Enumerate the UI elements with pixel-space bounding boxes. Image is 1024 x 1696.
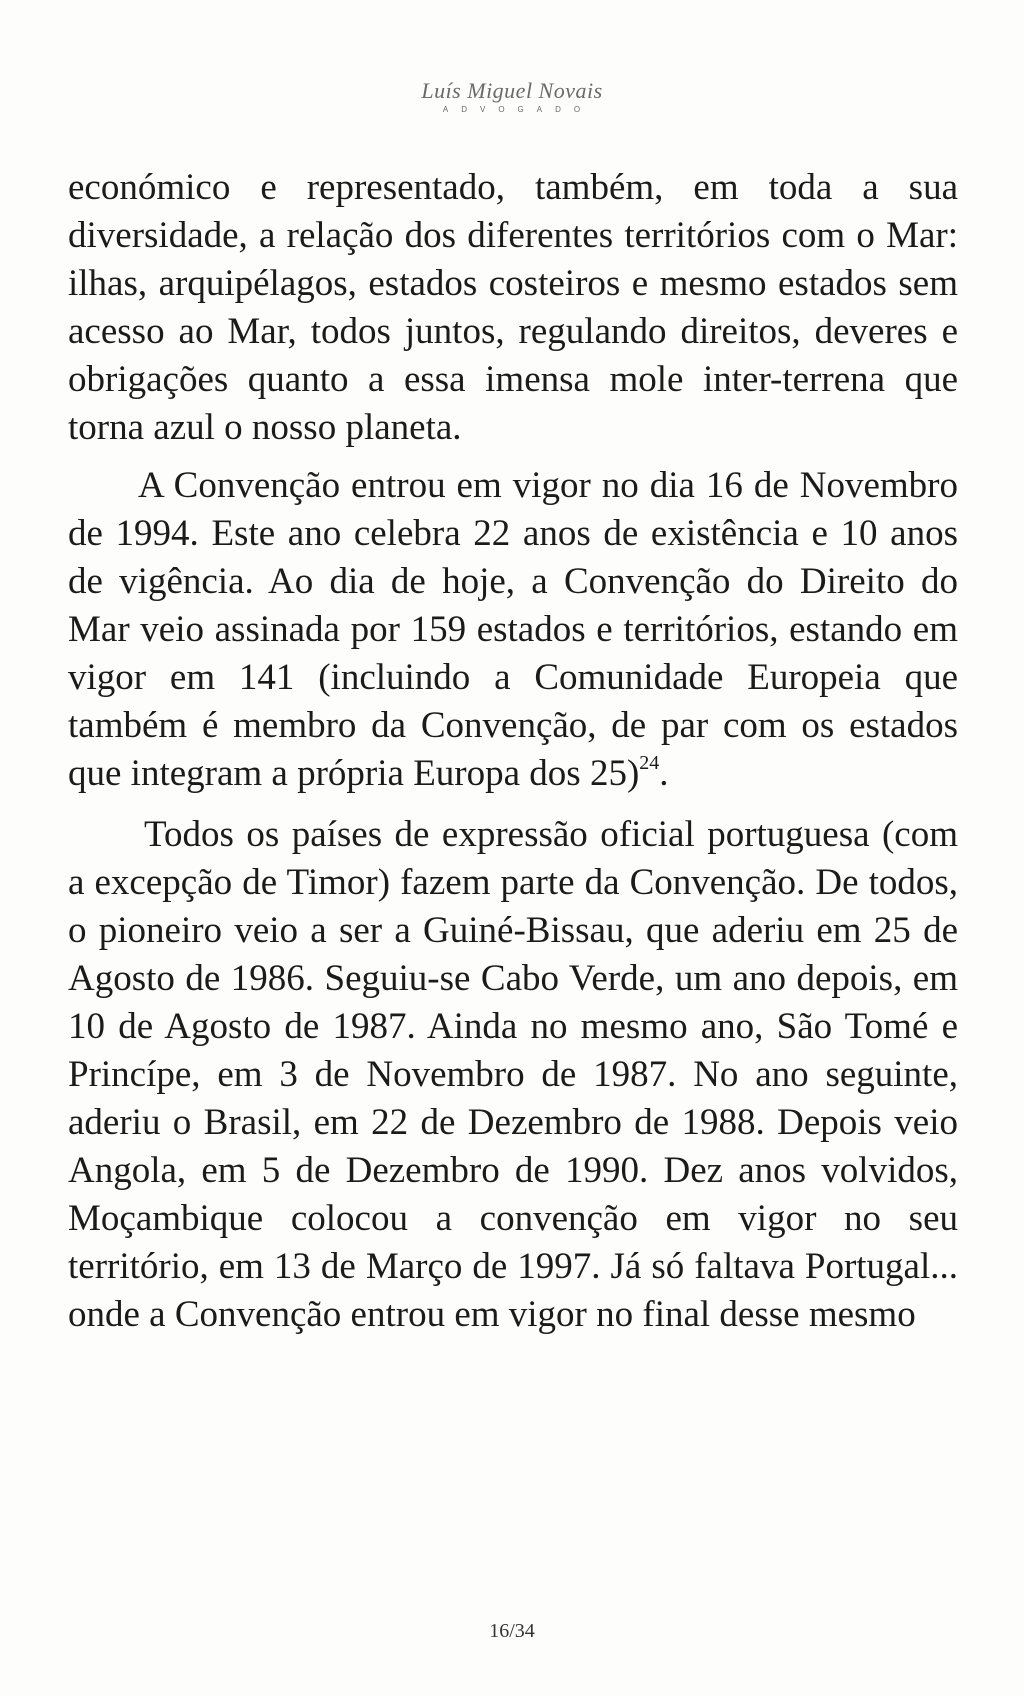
letterhead — [0, 78, 1024, 116]
paragraph-1: económico e representado, também, em toda a sua diversidade, a relação dos diferentes territórios com o Mar: ilhas, arquipélagos, estados costeiros e mesmo estados sem acesso ao Mar, todos juntos, regulando direitos, deveres e obrigações quanto a essa imensa mole inter-terrena que torna azul o nosso planeta. — [68, 167, 958, 448]
paragraph-2 — [68, 462, 958, 798]
body-text — [68, 164, 958, 1339]
letterhead-title: ADVOGADO — [442, 105, 594, 114]
paragraph-3: Todos os países de expressão oficial portuguesa (com a excepção de Timor) fazem parte da Convenção. De todos, o pioneiro veio a ser a Guiné-Bissau, que aderiu em 25 de Agosto de 1986. Seguiu-se Cabo Verde, um ano depois, em 10 de Agosto de 1987. Ainda no mesmo ano, São Tomé e Princípe, em 3 de Novembro de 1987. No ano seguinte, aderiu o Brasil, em 22 de Dezembro de 1988. Depois veio Angola, em 5 de Dezembro de 1990. Dez anos volvidos, Moçambique colocou a convenção em vigor no seu território, em 13 de Março de 1997. Já só faltava Portugal... onde a Convenção entrou em vigor no final desse mesmo — [68, 814, 958, 1335]
paragraph-2-text: A Convenção entrou em vigor no dia 16 de Novembro de 1994. Este ano celebra 22 anos de existência e 10 anos de vigência. Ao dia de hoje, a Convenção do Direito do Mar veio assinada por 159 estados e territórios, estando em vigor em 141 (incluindo a Comunidade Europeia que também é membro da Convenção, de par com os estados que integram a própria Europa dos 25) — [68, 465, 958, 794]
footnote-marker: 24 — [639, 752, 660, 774]
page-number: 16/34 — [489, 1620, 535, 1642]
paragraph-2-end: . — [659, 753, 669, 794]
letterhead-name: Luís Miguel Novais — [421, 78, 603, 103]
